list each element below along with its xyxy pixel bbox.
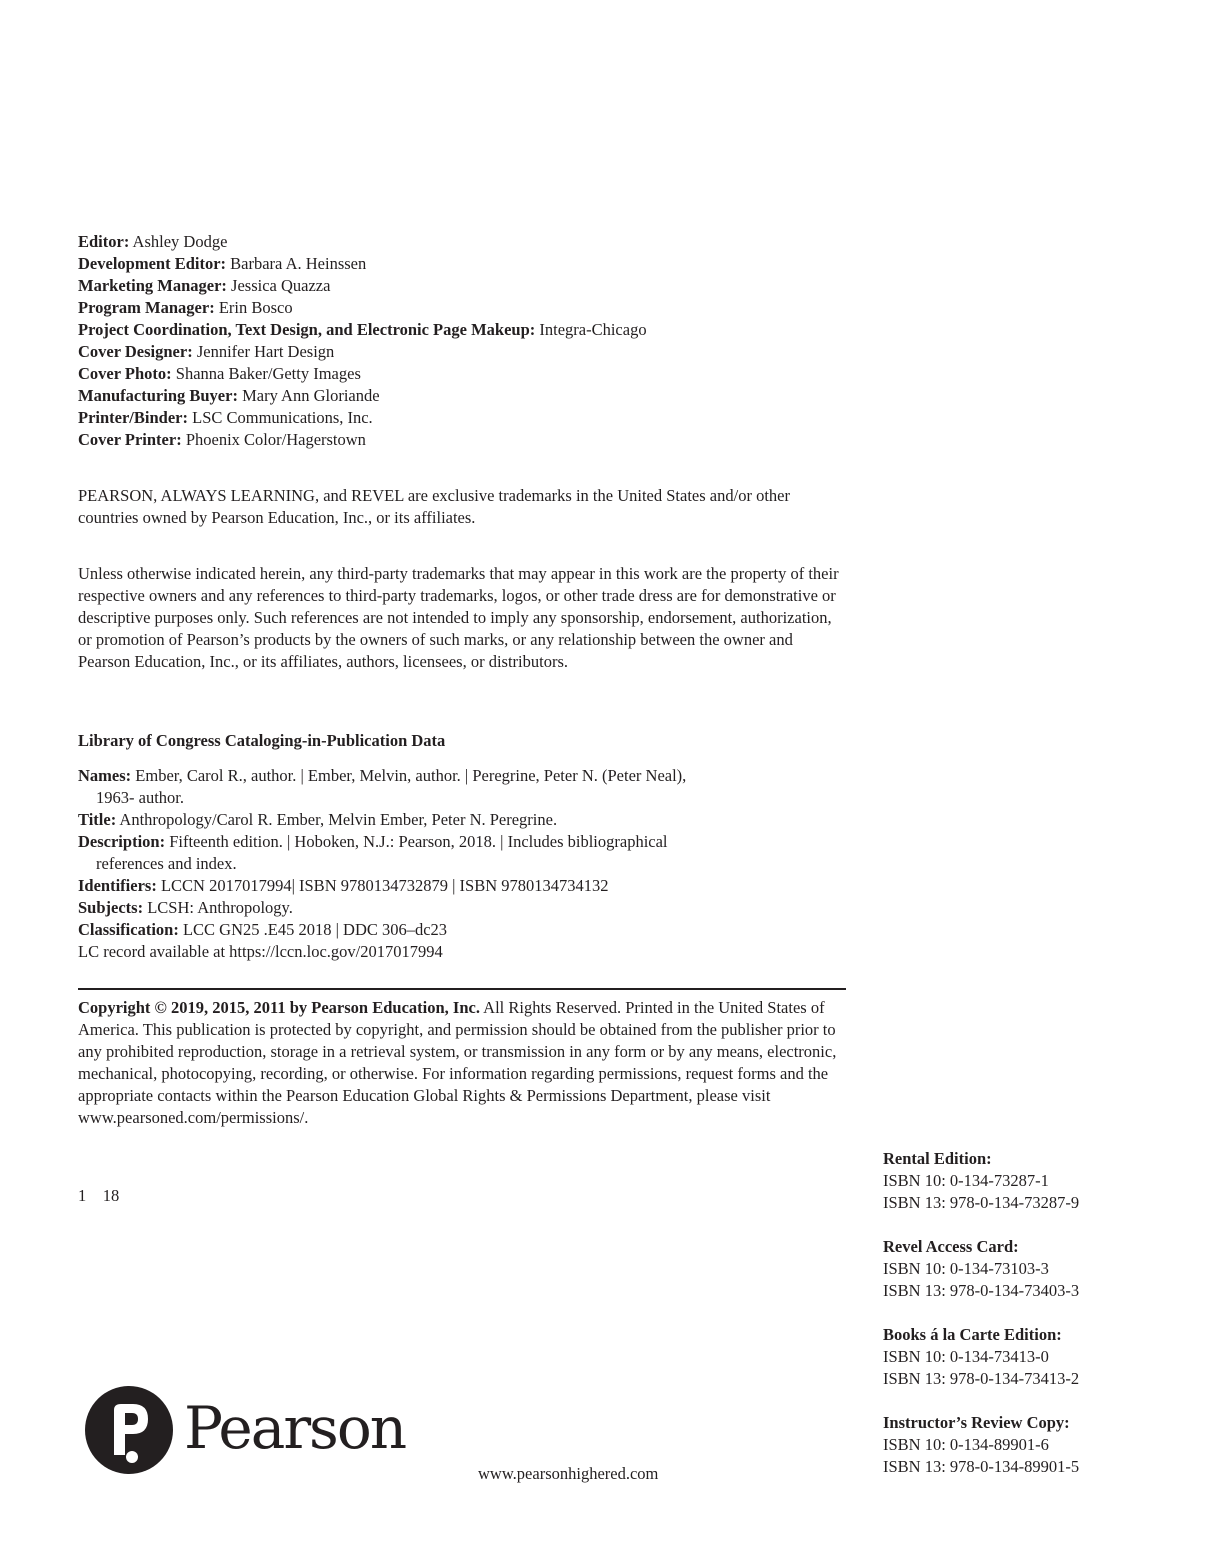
cip-value: Ember, Carol R., author. | Ember, Melvin, author. | Peregrine, Peter N. (Peter Neal), 1963- author. [96, 766, 687, 807]
cip-value: LCSH: Anthropology. [143, 898, 293, 917]
trademark-notice-text: PEARSON, ALWAYS LEARNING, and REVEL are exclusive trademarks in the United States and/or other countries owned by Pearson Education, Inc., or its affiliates. [78, 486, 790, 527]
cip-value: LCCN 2017017994| ISBN 9780134732879 | ISBN 9780134734132 [156, 876, 609, 895]
credit-label: Cover Designer: [78, 342, 193, 361]
cip-label: Identifiers: [78, 876, 157, 895]
credit-row [78, 297, 878, 319]
cip-value: LCC GN25 .E45 2018 | DDC 306–dc23 [178, 920, 448, 939]
cip-entry [78, 809, 718, 831]
credit-row [78, 341, 878, 363]
cip-label: Title: [78, 810, 117, 829]
isbn-group-heading: Rental Edition: [883, 1149, 992, 1168]
isbn13: ISBN 13: 978-0-134-89901-5 [883, 1457, 1080, 1476]
credit-label: Development Editor: [78, 254, 227, 273]
third-party-notice-text: Unless otherwise indicated herein, any third-party trademarks that may appear in this work are the property of their respective owners and any references to third-party trademarks, logos, or other trade dress are for demonstrative or descriptive purposes only. Such references are not intended to imply any sponsorship, endorsement, authorization, or promotion of Pearson’s products by the owners of such marks, or any relationship between the owner and Pearson Education, Inc., or its affiliates, authors, licensees, or distributors. [78, 564, 839, 671]
cip-label: Classification: [78, 920, 179, 939]
third-party-notice [78, 563, 848, 673]
copyright-body: All Rights Reserved. Printed in the United States of America. This publication is protected by copyright, and permission should be obtained from the publisher prior to any prohibited reproduction, storage in a retrieval system, or transmission in any form or by any means, electronic, mechanical, photocopying, recording, or otherwise. For information regarding permissions, request forms and the appropriate contacts within the Pearson Education Global Rights & Permissions Department, please visit www.pearsoned.com/permissions/. [78, 998, 837, 1127]
credit-value: Phoenix Color/Hagerstown [181, 430, 366, 449]
credit-row [78, 231, 878, 253]
isbn10: ISBN 10: 0-134-73413-0 [883, 1347, 1049, 1366]
copyright-holder: Copyright © 2019, 2015, 2011 by Pearson Education, Inc. [78, 998, 480, 1017]
credits-list [78, 231, 878, 451]
cip-heading: Library of Congress Cataloging-in-Publication Data [78, 731, 446, 750]
credit-value: LSC Communications, Inc. [187, 408, 373, 427]
credit-label: Program Manager: [78, 298, 215, 317]
cip-value: Anthropology/Carol R. Ember, Melvin Ember, Peter N. Peregrine. [116, 810, 558, 829]
credit-label: Marketing Manager: [78, 276, 227, 295]
cip-record-note: LC record available at https://lccn.loc.gov/2017017994 [78, 942, 443, 961]
isbn-group-heading: Instructor’s Review Copy: [883, 1413, 1070, 1432]
isbn-group-a-la-carte [883, 1324, 1213, 1390]
credit-row [78, 385, 878, 407]
credit-value: Integra-Chicago [535, 320, 647, 339]
isbn10: ISBN 10: 0-134-89901-6 [883, 1435, 1049, 1454]
cip-value: Fifteenth edition. | Hoboken, N.J.: Pearson, 2018. | Includes bibliographical references and index. [96, 832, 668, 873]
isbn-group-review-copy [883, 1412, 1213, 1478]
section-divider [78, 988, 846, 990]
publisher-website: www.pearsonhighered.com [478, 1464, 659, 1483]
credit-value: Jessica Quazza [226, 276, 331, 295]
credit-value: Ashley Dodge [129, 232, 228, 251]
isbn10: ISBN 10: 0-134-73287-1 [883, 1171, 1049, 1190]
isbn10: ISBN 10: 0-134-73103-3 [883, 1259, 1049, 1278]
copyright-paragraph [78, 997, 846, 1129]
isbn-group-heading: Revel Access Card: [883, 1237, 1019, 1256]
pearson-logo-icon [84, 1385, 174, 1475]
cip-label: Subjects: [78, 898, 144, 917]
credit-row [78, 363, 878, 385]
credit-value: Barbara A. Heinssen [226, 254, 367, 273]
cip-entry [78, 919, 718, 941]
credit-row [78, 275, 878, 297]
print-line: 1 18 [78, 1186, 120, 1205]
pearson-logo [84, 1385, 414, 1485]
copyright-notice [78, 997, 846, 1129]
credit-label: Editor: [78, 232, 130, 251]
isbn-group-heading: Books á la Carte Edition: [883, 1325, 1062, 1344]
credit-value: Shanna Baker/Getty Images [171, 364, 361, 383]
cip-entry [78, 875, 718, 897]
credit-label: Cover Printer: [78, 430, 182, 449]
isbn13: ISBN 13: 978-0-134-73413-2 [883, 1369, 1080, 1388]
cip-entry [78, 897, 718, 919]
credit-row [78, 319, 878, 341]
credit-value: Jennifer Hart Design [192, 342, 335, 361]
isbn-group-rental [883, 1148, 1213, 1214]
credit-value: Erin Bosco [214, 298, 293, 317]
isbn13: ISBN 13: 978-0-134-73287-9 [883, 1193, 1080, 1212]
credit-label: Manufacturing Buyer: [78, 386, 238, 405]
isbn-group-revel [883, 1236, 1213, 1302]
cip-entry [78, 765, 718, 809]
credit-value: Mary Ann Gloriande [237, 386, 380, 405]
credit-label: Project Coordination, Text Design, and Electronic Page Makeup: [78, 320, 536, 339]
isbn-list [883, 1148, 1213, 1500]
pearson-wordmark: Pearson [184, 1394, 406, 1462]
cip-data [78, 765, 718, 963]
credit-row [78, 407, 878, 429]
cip-label: Names: [78, 766, 132, 785]
credit-row [78, 429, 878, 451]
isbn13: ISBN 13: 978-0-134-73403-3 [883, 1281, 1080, 1300]
credit-label: Cover Photo: [78, 364, 172, 383]
cip-label: Description: [78, 832, 166, 851]
trademark-notice [78, 485, 848, 529]
credit-label: Printer/Binder: [78, 408, 188, 427]
credit-row [78, 253, 878, 275]
cip-entry [78, 831, 718, 875]
